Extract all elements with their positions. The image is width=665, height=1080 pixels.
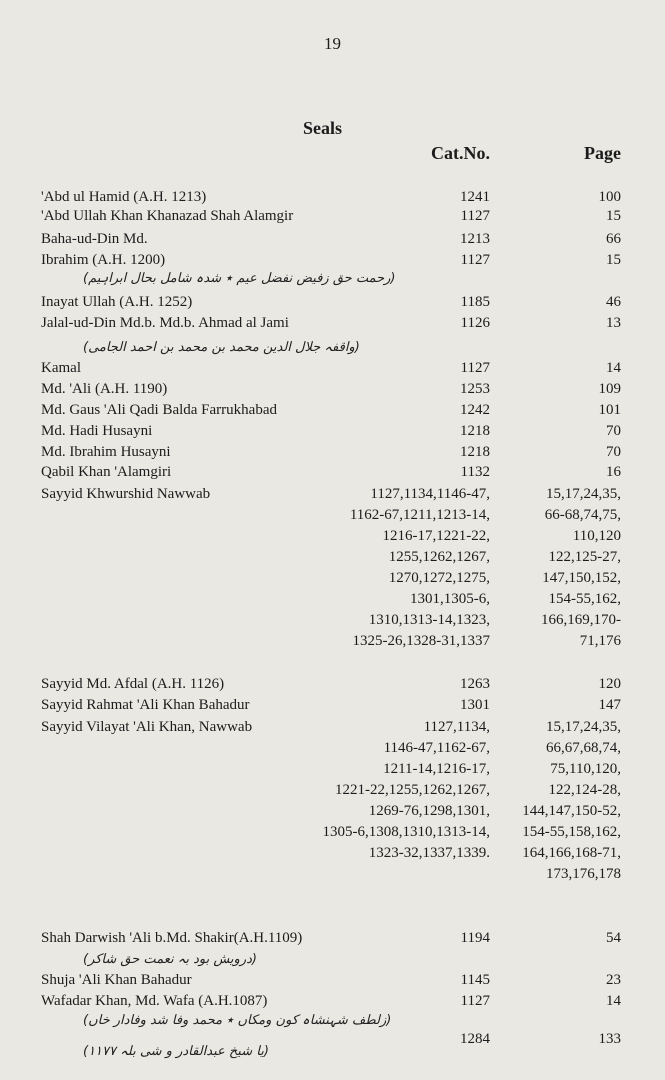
- entry-page: 54: [606, 930, 621, 946]
- ref-cat-line: 1255,1262,1267,: [388, 549, 490, 565]
- list-item: [0, 928, 665, 948]
- ref-line: [0, 589, 665, 610]
- ref-page-line: 66-68,74,75,: [544, 507, 621, 523]
- ref-line: [0, 759, 665, 780]
- ref-page-line: 122,125-27,: [548, 549, 621, 565]
- ref-cat-line: 1127,1134,: [423, 719, 490, 735]
- urdu-legend: (زلطف شہنشاہ کون ومکاں ٭ محمد وفا شد وفادار خاں): [83, 1013, 392, 1028]
- header-page: Page: [584, 143, 621, 163]
- entry-cat: 1185: [460, 294, 490, 310]
- entry-name: Baha-ud-Din Md.: [41, 231, 148, 247]
- ref-page-line: 15,17,24,35,: [546, 486, 621, 502]
- list-item: [0, 421, 665, 441]
- ref-line: [0, 505, 665, 526]
- ref-page-line: 15,17,24,35,: [546, 719, 621, 735]
- ref-page-line: 66,67,68,74,: [546, 740, 621, 756]
- list-item: [0, 358, 665, 378]
- entry-cat: 1263: [460, 676, 490, 692]
- entry-cat: 1242: [460, 402, 490, 418]
- entry-name: Md. Ibrahim Husayni: [41, 444, 171, 460]
- entry-name: Md. Gaus 'Ali Qadi Balda Farrukhabad: [41, 402, 277, 418]
- urdu-legend: (واقفہ جلال الدین محمد بن محمد بن احمد الجامی): [83, 340, 360, 355]
- urdu-legend: (درویش بود بہ نعمت حق شاکر): [83, 952, 257, 967]
- entry-name: Inayat Ullah (A.H. 1252): [41, 294, 193, 310]
- ref-cat-line: 1305-6,1308,1310,1313-14,: [322, 824, 490, 840]
- ref-line: [0, 801, 665, 822]
- entry-name: Kamal: [41, 360, 81, 376]
- ref-page-line: 75,110,120,: [550, 761, 621, 777]
- list-item: [0, 674, 665, 694]
- entry-name: Sayyid Md. Afdal (A.H. 1126): [41, 676, 225, 692]
- entry-page: 66: [606, 231, 621, 247]
- entry-page: 120: [598, 676, 621, 692]
- ref-cat-line: 1269-76,1298,1301,: [368, 803, 490, 819]
- ref-cat-line: 1211-14,1216-17,: [383, 761, 490, 777]
- entry-page: 100: [598, 189, 621, 205]
- entry-name: Sayyid Khwurshid Nawwab: [41, 486, 211, 502]
- ref-page-line: 71,176: [579, 633, 621, 649]
- ref-page-line: 122,124-28,: [548, 782, 621, 798]
- ref-line: [0, 568, 665, 589]
- ref-page-line: 110,120: [572, 528, 621, 544]
- entry-cat: 1127: [460, 360, 490, 376]
- entry-cat: 1145: [460, 972, 490, 988]
- list-item: [0, 462, 665, 482]
- entry-cat: 1284: [460, 1031, 490, 1047]
- section-title: Seals: [302, 118, 342, 138]
- list-item: [0, 292, 665, 312]
- entry-cat: 1241: [460, 189, 490, 205]
- ref-page-line: 164,166,168-71,: [522, 845, 621, 861]
- header-cat-no: Cat.No.: [431, 143, 490, 163]
- entry-page: 14: [606, 360, 621, 376]
- ref-cat-line: 1323-32,1337,1339.: [368, 845, 490, 861]
- entry-name: Sayyid Rahmat 'Ali Khan Bahadur: [41, 697, 250, 713]
- list-item: [0, 313, 665, 333]
- ref-cat-line: 1216-17,1221-22,: [382, 528, 490, 544]
- ref-cat-line: 1146-47,1162-67,: [383, 740, 490, 756]
- entry-page: 133: [598, 1031, 621, 1047]
- entry-page: 15: [606, 252, 621, 268]
- entry-cat: 1218: [460, 444, 490, 460]
- entry-name: Sayyid Vilayat 'Ali Khan, Nawwab: [41, 719, 253, 735]
- entry-page: 13: [606, 315, 621, 331]
- entry-cat: 1127: [460, 993, 490, 1009]
- list-item: [0, 695, 665, 715]
- ref-line: [0, 822, 665, 843]
- entry-page: 16: [606, 464, 621, 480]
- ref-page-line: 154-55,162,: [548, 591, 621, 607]
- page-number: 19: [324, 34, 341, 53]
- ref-line: [0, 484, 665, 505]
- ref-line: [0, 631, 665, 652]
- entry-name: Shuja 'Ali Khan Bahadur: [41, 972, 192, 988]
- entry-name: Wafadar Khan, Md. Wafa (A.H.1087): [41, 993, 268, 1009]
- ref-page-line: 166,169,170-: [541, 612, 621, 628]
- list-item: [0, 187, 665, 207]
- entry-cat: 1127: [460, 208, 490, 224]
- ref-cat-line: 1301,1305-6,: [410, 591, 490, 607]
- entry-name: 'Abd ul Hamid (A.H. 1213): [41, 189, 207, 205]
- entry-cat: 1126: [460, 315, 490, 331]
- ref-line: [0, 610, 665, 631]
- ref-cat-line: 1221-22,1255,1262,1267,: [335, 782, 490, 798]
- list-item: [0, 206, 665, 226]
- ref-page-line: 154-55,158,162,: [522, 824, 621, 840]
- list-item: [0, 970, 665, 990]
- ref-line: [0, 526, 665, 547]
- entry-cat: 1132: [460, 464, 490, 480]
- entry-page: 23: [606, 972, 621, 988]
- list-item: [0, 229, 665, 249]
- entry-name: Ibrahim (A.H. 1200): [41, 252, 166, 268]
- ref-line: [0, 717, 665, 738]
- entry-cat: 1127: [460, 252, 490, 268]
- entry-page: 147: [598, 697, 621, 713]
- ref-cat-line: 1162-67,1211,1213-14,: [349, 507, 490, 523]
- urdu-legend: (رحمت حق زفیض نفضل عیم ٭ شدہ شامل بحال ابراہیم): [83, 271, 396, 286]
- entry-cat: 1218: [460, 423, 490, 439]
- list-item: [0, 400, 665, 420]
- entry-cat: 1213: [460, 231, 490, 247]
- entry-cat: 1194: [460, 930, 490, 946]
- list-item: [0, 991, 665, 1011]
- ref-line: [0, 547, 665, 568]
- ref-line: [0, 780, 665, 801]
- entry-page: 15: [606, 208, 621, 224]
- entry-name: Shah Darwish 'Ali b.Md. Shakir(A.H.1109): [41, 930, 303, 946]
- ref-line: [0, 738, 665, 759]
- ref-cat-line: 1310,1313-14,1323,: [368, 612, 490, 628]
- ref-cat-line: 1325-26,1328-31,1337: [352, 633, 490, 649]
- entry-cat: 1253: [460, 381, 490, 397]
- ref-cat-line: 1270,1272,1275,: [388, 570, 490, 586]
- ref-line: [0, 843, 665, 864]
- ref-line: [0, 864, 665, 885]
- urdu-legend: (یا شیخ عبدالقادر و شی بلہ ۱۱۷۷): [83, 1044, 269, 1059]
- list-item: [0, 250, 665, 270]
- entry-page: 109: [598, 381, 621, 397]
- entry-page: 70: [606, 423, 621, 439]
- ref-cat-line: 1127,1134,1146-47,: [370, 486, 490, 502]
- list-item: [0, 442, 665, 462]
- ref-page-line: 147,150,152,: [542, 570, 621, 586]
- entry-page: 70: [606, 444, 621, 460]
- entry-name: 'Abd Ullah Khan Khanazad Shah Alamgir: [41, 208, 294, 224]
- ref-page-line: 173,176,178: [546, 866, 621, 882]
- list-item: [0, 379, 665, 399]
- entry-name: Qabil Khan 'Alamgiri: [41, 464, 172, 480]
- entry-page: 46: [606, 294, 621, 310]
- entry-page: 14: [606, 993, 621, 1009]
- entry-name: Jalal-ud-Din Md.b. Md.b. Ahmad al Jami: [41, 315, 289, 331]
- entry-page: 101: [598, 402, 621, 418]
- ref-page-line: 144,147,150-52,: [522, 803, 621, 819]
- entry-cat: 1301: [460, 697, 490, 713]
- entry-name: Md. Hadi Husayni: [41, 423, 153, 439]
- entry-name: Md. 'Ali (A.H. 1190): [41, 381, 168, 397]
